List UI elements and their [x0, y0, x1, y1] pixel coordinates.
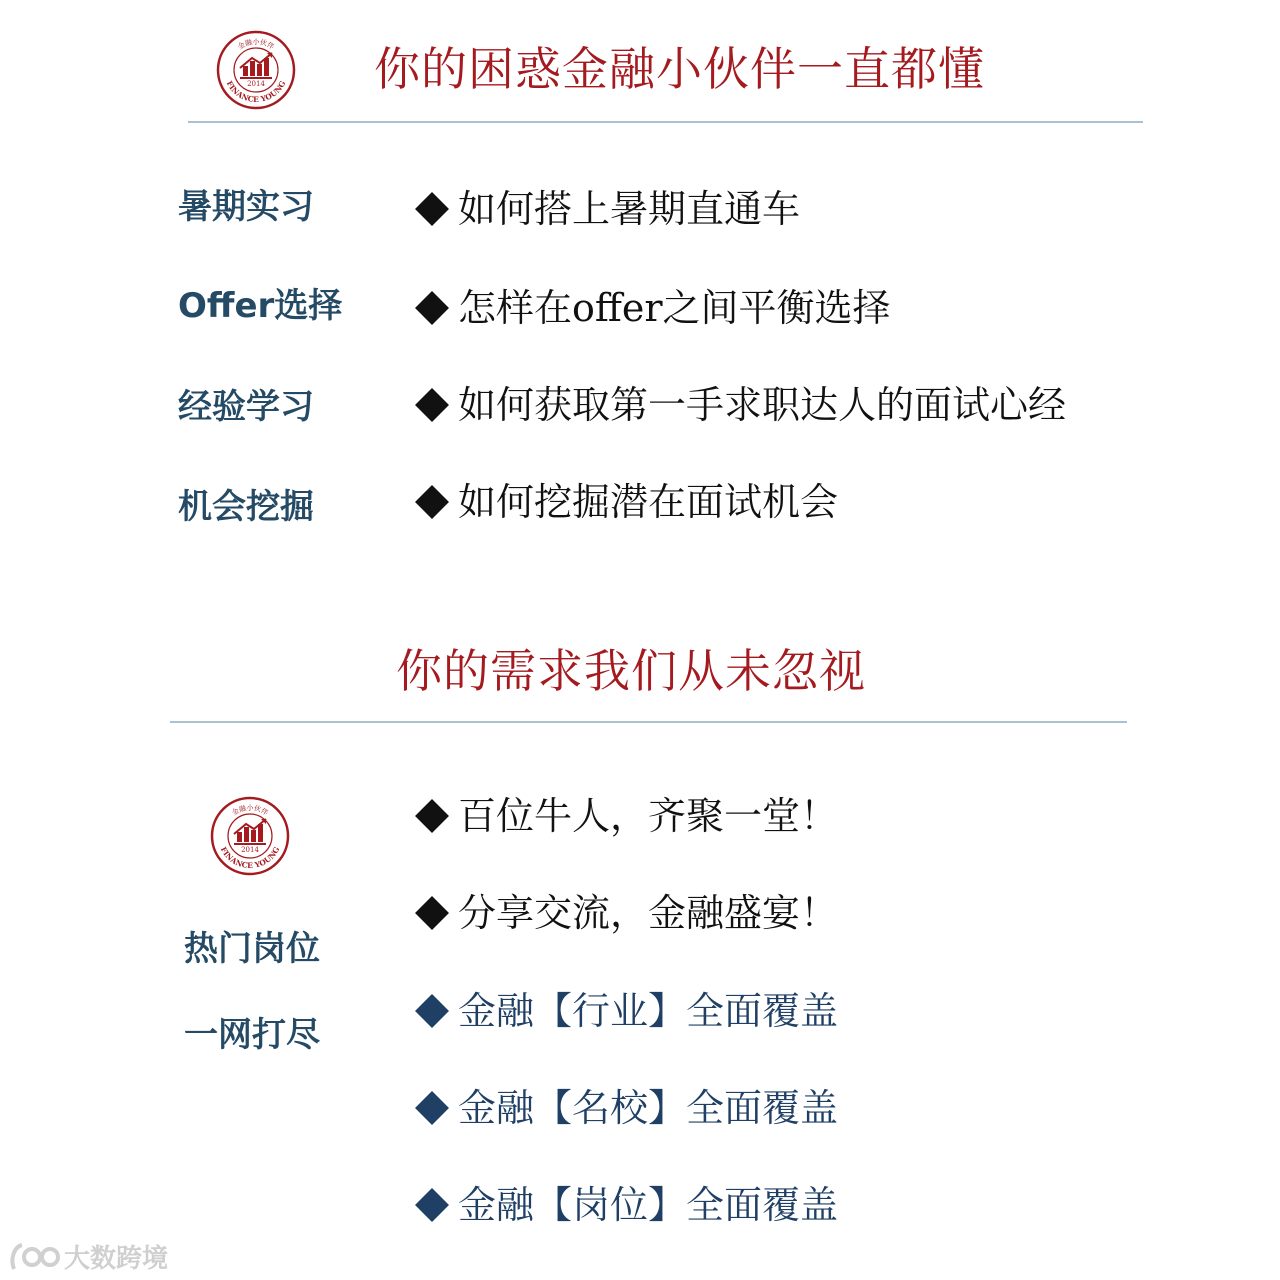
list-item-text: 金融【名校】全面覆盖 — [458, 1086, 839, 1130]
list-item-text: 怎样在offer之间平衡选择 — [458, 286, 891, 330]
list-item-text: 分享交流，金融盛宴！ — [458, 891, 839, 935]
section1-divider — [188, 121, 1143, 123]
list-item — [412, 187, 801, 231]
list-item — [412, 383, 1067, 427]
list-item-text: 金融【行业】全面覆盖 — [458, 989, 839, 1033]
finance-young-logo — [216, 30, 296, 110]
svg-text:2014: 2014 — [241, 846, 259, 854]
svg-text:金融小伙伴: 金融小伙伴 — [236, 38, 276, 52]
svg-text:2014: 2014 — [247, 80, 265, 88]
list-item-text: 百位牛人，齐聚一堂！ — [458, 794, 839, 838]
list-item — [412, 1086, 839, 1130]
section2-title: 你的需求我们从未忽视 — [396, 644, 866, 698]
category-label: 暑期实习 — [178, 187, 314, 227]
diamond-bullet-icon — [415, 896, 449, 930]
diamond-bullet-icon — [415, 1091, 449, 1125]
list-item-text: 如何挖掘潜在面试机会 — [458, 480, 839, 524]
diamond-bullet-icon — [415, 799, 449, 833]
diamond-bullet-icon — [415, 485, 449, 519]
watermark — [8, 1238, 168, 1275]
watermark-logo-icon — [8, 1239, 60, 1275]
section2-divider — [170, 721, 1127, 723]
diamond-bullet-icon — [415, 291, 449, 325]
svg-text:FINANCE YOUNG: FINANCE YOUNG — [224, 79, 288, 105]
list-item — [412, 794, 839, 838]
list-item — [412, 480, 839, 524]
diamond-bullet-icon — [415, 192, 449, 226]
diamond-bullet-icon — [415, 1188, 449, 1222]
svg-text:FINANCE YOUNG: FINANCE YOUNG — [218, 845, 282, 871]
diamond-bullet-icon — [415, 388, 449, 422]
list-item-text: 金融【岗位】全面覆盖 — [458, 1183, 839, 1227]
section1-title: 你的困惑金融小伙伴一直都懂 — [374, 42, 985, 96]
category-label: 经验学习 — [178, 387, 314, 427]
diamond-bullet-icon — [415, 994, 449, 1028]
list-item — [412, 891, 839, 935]
list-item-text: 如何获取第一手求职达人的面试心经 — [458, 383, 1067, 427]
list-item — [412, 989, 839, 1033]
watermark-text: 大数跨境 — [64, 1244, 169, 1274]
svg-text:金融小伙伴: 金融小伙伴 — [230, 804, 270, 818]
category-label: 机会挖掘 — [178, 487, 314, 527]
list-item — [412, 286, 891, 330]
finance-young-logo — [210, 796, 290, 876]
list-item — [412, 1183, 839, 1227]
side-label: 热门岗位 — [184, 929, 320, 969]
category-label: Offer选择 — [178, 286, 343, 326]
side-label: 一网打尽 — [184, 1015, 320, 1055]
list-item-text: 如何搭上暑期直通车 — [458, 187, 801, 231]
